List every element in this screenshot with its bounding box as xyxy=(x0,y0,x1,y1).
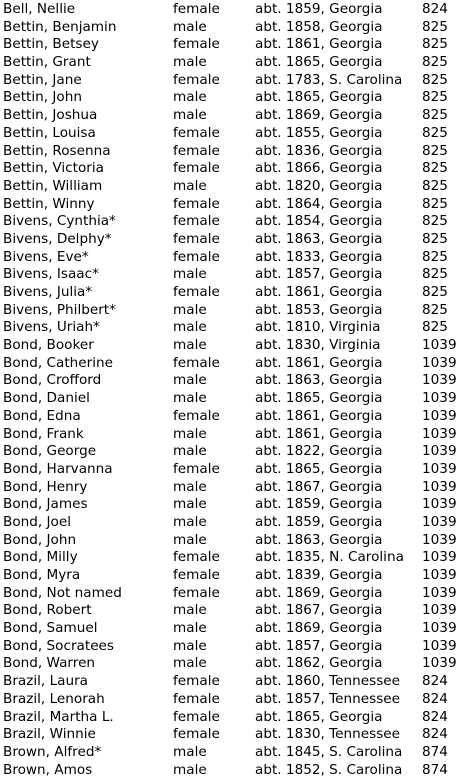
page-number: 1039 xyxy=(422,425,457,442)
person-name: Bond, Warren xyxy=(3,655,96,672)
page-number: 825 xyxy=(422,160,448,177)
page-number: 825 xyxy=(422,107,448,124)
record-row xyxy=(3,479,472,497)
person-name: Bettin, Rosenna xyxy=(3,142,111,159)
person-name: Bettin, Louisa xyxy=(3,124,96,141)
person-sex: female xyxy=(173,690,220,707)
person-name: Bivens, Julia* xyxy=(3,284,93,300)
record-row xyxy=(3,54,472,72)
person-sex: male xyxy=(173,301,207,318)
page-number: 824 xyxy=(422,690,448,707)
person-name: Bettin, Betsey xyxy=(3,36,99,53)
page-number: 825 xyxy=(422,266,448,283)
page-number: 1039 xyxy=(422,567,457,583)
person-birth: abt. 1859, Georgia xyxy=(255,496,383,513)
person-birth: abt. 1836, Georgia xyxy=(255,142,383,159)
record-row xyxy=(3,602,472,620)
page-number: 1039 xyxy=(422,549,457,566)
page-number: 1039 xyxy=(422,354,457,371)
person-birth: abt. 1859, Georgia xyxy=(255,1,383,17)
person-sex: female xyxy=(173,726,220,743)
person-name: Bond, Harvanna xyxy=(3,460,113,477)
person-birth: abt. 1783, S. Carolina xyxy=(255,71,403,88)
page-number: 1039 xyxy=(422,513,457,530)
person-name: Bivens, Philbert* xyxy=(3,301,116,318)
record-row xyxy=(3,726,472,744)
person-name: Bettin, Grant xyxy=(3,54,91,71)
person-birth: abt. 1845, S. Carolina xyxy=(255,743,403,760)
person-name: Brazil, Martha L. xyxy=(3,708,114,725)
person-birth: abt. 1855, Georgia xyxy=(255,124,383,141)
page-number: 1039 xyxy=(422,584,457,601)
person-sex: male xyxy=(173,761,207,778)
person-birth: abt. 1820, Georgia xyxy=(255,177,383,194)
record-row xyxy=(3,585,472,603)
person-name: Bond, Socratees xyxy=(3,637,115,654)
person-sex: female xyxy=(173,248,220,265)
record-row xyxy=(3,638,472,656)
person-sex: male xyxy=(173,54,207,71)
page-number: 1039 xyxy=(422,390,457,407)
person-name: Bettin, Benjamin xyxy=(3,18,117,35)
page-number: 825 xyxy=(422,89,448,106)
person-name: Bivens, Isaac* xyxy=(3,266,99,283)
page-number: 825 xyxy=(422,195,448,212)
person-birth: abt. 1865, Georgia xyxy=(255,460,383,477)
person-sex: female xyxy=(173,460,220,477)
person-birth: abt. 1865, Georgia xyxy=(255,89,383,106)
person-sex: female xyxy=(173,549,220,566)
record-row xyxy=(3,337,472,355)
page-number: 874 xyxy=(422,761,448,778)
record-row xyxy=(3,72,472,90)
page-number: 825 xyxy=(422,301,448,318)
person-name: Bettin, Jane xyxy=(3,71,82,88)
person-name: Brown, Amos xyxy=(3,761,93,778)
record-row xyxy=(3,125,472,143)
person-name: Bettin, William xyxy=(3,177,103,194)
record-row xyxy=(3,514,472,532)
person-name: Bond, James xyxy=(3,496,88,513)
person-sex: female xyxy=(173,708,220,725)
person-birth: abt. 1861, Georgia xyxy=(255,36,383,53)
person-birth: abt. 1857, Georgia xyxy=(255,266,383,283)
person-name: Bond, Myra xyxy=(3,567,81,583)
person-sex: male xyxy=(173,531,207,548)
person-birth: abt. 1865, Georgia xyxy=(255,708,383,725)
page-number: 825 xyxy=(422,54,448,71)
person-name: Bell, Nellie xyxy=(3,1,76,17)
person-sex: male xyxy=(173,496,207,513)
record-row xyxy=(3,744,472,762)
person-sex: male xyxy=(173,107,207,124)
person-name: Bond, George xyxy=(3,443,97,460)
person-name: Brazil, Laura xyxy=(3,673,89,690)
record-row xyxy=(3,196,472,214)
person-name: Bond, Catherine xyxy=(3,354,114,371)
person-sex: male xyxy=(173,513,207,530)
person-sex: female xyxy=(173,354,220,371)
person-name: Bond, Daniel xyxy=(3,390,90,407)
record-row xyxy=(3,213,472,231)
person-name: Brazil, Winnie xyxy=(3,726,96,743)
record-row xyxy=(3,567,472,585)
person-sex: female xyxy=(173,195,220,212)
person-name: Bond, Henry xyxy=(3,478,88,495)
record-row xyxy=(3,691,472,709)
person-birth: abt. 1861, Georgia xyxy=(255,354,383,371)
record-row xyxy=(3,549,472,567)
page-number: 825 xyxy=(422,142,448,159)
page-number: 825 xyxy=(422,177,448,194)
person-sex: female xyxy=(173,36,220,53)
page-number: 825 xyxy=(422,36,448,53)
person-sex: male xyxy=(173,89,207,106)
page-number: 874 xyxy=(422,743,448,760)
page-number: 824 xyxy=(422,726,448,743)
census-record-list xyxy=(3,1,472,779)
person-birth: abt. 1854, Georgia xyxy=(255,213,383,230)
person-name: Bivens, Cynthia* xyxy=(3,213,116,230)
record-row xyxy=(3,107,472,125)
page-number: 825 xyxy=(422,248,448,265)
person-birth: abt. 1839, Georgia xyxy=(255,567,383,583)
person-birth: abt. 1863, Georgia xyxy=(255,230,383,247)
person-birth: abt. 1869, Georgia xyxy=(255,584,383,601)
record-row xyxy=(3,762,472,779)
person-name: Bond, Milly xyxy=(3,549,78,566)
person-name: Bivens, Uriah* xyxy=(3,319,100,336)
record-row xyxy=(3,709,472,727)
person-birth: abt. 1822, Georgia xyxy=(255,443,383,460)
person-sex: female xyxy=(173,1,220,17)
person-birth: abt. 1830, Tennessee xyxy=(255,726,401,743)
page-number: 1039 xyxy=(422,602,457,619)
page-number: 1039 xyxy=(422,655,457,672)
person-sex: male xyxy=(173,390,207,407)
record-row xyxy=(3,160,472,178)
record-row xyxy=(3,231,472,249)
person-name: Bond, Joel xyxy=(3,513,71,530)
person-birth: abt. 1833, Georgia xyxy=(255,248,383,265)
record-row xyxy=(3,249,472,267)
record-row xyxy=(3,1,472,19)
person-sex: female xyxy=(173,142,220,159)
person-sex: male xyxy=(173,655,207,672)
person-sex: female xyxy=(173,213,220,230)
page-number: 1039 xyxy=(422,460,457,477)
person-birth: abt. 1861, Georgia xyxy=(255,284,383,300)
person-birth: abt. 1863, Georgia xyxy=(255,372,383,389)
person-name: Bond, Crofford xyxy=(3,372,102,389)
record-row xyxy=(3,319,472,337)
person-birth: abt. 1864, Georgia xyxy=(255,195,383,212)
person-sex: female xyxy=(173,567,220,583)
page-number: 825 xyxy=(422,124,448,141)
person-sex: female xyxy=(173,673,220,690)
person-sex: male xyxy=(173,337,207,354)
person-sex: male xyxy=(173,372,207,389)
person-sex: male xyxy=(173,478,207,495)
person-birth: abt. 1867, Georgia xyxy=(255,602,383,619)
page-number: 1039 xyxy=(422,531,457,548)
record-row xyxy=(3,620,472,638)
page-number: 825 xyxy=(422,319,448,336)
page-number: 1039 xyxy=(422,337,457,354)
person-sex: female xyxy=(173,124,220,141)
person-name: Bettin, John xyxy=(3,89,82,106)
page-number: 1039 xyxy=(422,496,457,513)
record-row xyxy=(3,302,472,320)
record-row xyxy=(3,496,472,514)
page-number: 1039 xyxy=(422,443,457,460)
person-sex: female xyxy=(173,284,220,300)
record-row xyxy=(3,372,472,390)
person-birth: abt. 1861, Georgia xyxy=(255,407,383,424)
person-birth: abt. 1810, Virginia xyxy=(255,319,381,336)
person-sex: female xyxy=(173,584,220,601)
person-name: Bettin, Winny xyxy=(3,195,95,212)
record-row xyxy=(3,532,472,550)
person-birth: abt. 1858, Georgia xyxy=(255,18,383,35)
person-birth: abt. 1867, Georgia xyxy=(255,478,383,495)
page-number: 824 xyxy=(422,673,448,690)
page-number: 824 xyxy=(422,708,448,725)
person-sex: female xyxy=(173,407,220,424)
person-sex: male xyxy=(173,177,207,194)
person-name: Bond, Not named xyxy=(3,584,122,601)
record-row xyxy=(3,390,472,408)
person-sex: male xyxy=(173,18,207,35)
person-birth: abt. 1860, Tennessee xyxy=(255,673,401,690)
person-sex: female xyxy=(173,160,220,177)
person-sex: male xyxy=(173,425,207,442)
person-birth: abt. 1865, Georgia xyxy=(255,390,383,407)
person-name: Bond, John xyxy=(3,531,77,548)
person-name: Bivens, Delphy* xyxy=(3,230,112,247)
person-name: Bettin, Joshua xyxy=(3,107,98,124)
person-birth: abt. 1861, Georgia xyxy=(255,425,383,442)
person-name: Brown, Alfred* xyxy=(3,743,102,760)
record-row xyxy=(3,408,472,426)
person-name: Bivens, Eve* xyxy=(3,248,89,265)
page-number: 1039 xyxy=(422,620,457,637)
person-sex: male xyxy=(173,266,207,283)
record-row xyxy=(3,655,472,673)
person-name: Bond, Robert xyxy=(3,602,92,619)
person-birth: abt. 1830, Virginia xyxy=(255,337,381,354)
record-row xyxy=(3,426,472,444)
person-sex: male xyxy=(173,743,207,760)
person-sex: male xyxy=(173,637,207,654)
page-number: 825 xyxy=(422,213,448,230)
person-birth: abt. 1866, Georgia xyxy=(255,160,383,177)
page-number: 1039 xyxy=(422,478,457,495)
record-row xyxy=(3,355,472,373)
record-row xyxy=(3,143,472,161)
page-number: 824 xyxy=(422,1,448,17)
person-sex: male xyxy=(173,443,207,460)
person-birth: abt. 1835, N. Carolina xyxy=(255,549,404,566)
person-birth: abt. 1857, Georgia xyxy=(255,637,383,654)
person-sex: male xyxy=(173,620,207,637)
person-birth: abt. 1852, S. Carolina xyxy=(255,761,403,778)
record-row xyxy=(3,443,472,461)
person-sex: female xyxy=(173,71,220,88)
person-birth: abt. 1859, Georgia xyxy=(255,513,383,530)
record-row xyxy=(3,19,472,37)
record-row xyxy=(3,178,472,196)
page-number: 825 xyxy=(422,230,448,247)
person-name: Bond, Frank xyxy=(3,425,84,442)
person-name: Bond, Booker xyxy=(3,337,94,354)
record-row xyxy=(3,36,472,54)
person-sex: male xyxy=(173,602,207,619)
person-name: Bond, Edna xyxy=(3,407,81,424)
person-birth: abt. 1862, Georgia xyxy=(255,655,383,672)
person-sex: male xyxy=(173,319,207,336)
person-birth: abt. 1869, Georgia xyxy=(255,107,383,124)
person-birth: abt. 1863, Georgia xyxy=(255,531,383,548)
person-name: Bettin, Victoria xyxy=(3,160,104,177)
record-row xyxy=(3,284,472,302)
page-number: 825 xyxy=(422,18,448,35)
person-sex: female xyxy=(173,230,220,247)
person-birth: abt. 1857, Tennessee xyxy=(255,690,401,707)
person-birth: abt. 1869, Georgia xyxy=(255,620,383,637)
record-row xyxy=(3,89,472,107)
page-number: 825 xyxy=(422,71,448,88)
person-name: Brazil, Lenorah xyxy=(3,690,105,707)
person-birth: abt. 1853, Georgia xyxy=(255,301,383,318)
record-row xyxy=(3,266,472,284)
record-row xyxy=(3,461,472,479)
page-number: 1039 xyxy=(422,407,457,424)
record-row xyxy=(3,673,472,691)
page-number: 1039 xyxy=(422,372,457,389)
page-number: 825 xyxy=(422,284,448,300)
person-name: Bond, Samuel xyxy=(3,620,98,637)
page-number: 1039 xyxy=(422,637,457,654)
person-birth: abt. 1865, Georgia xyxy=(255,54,383,71)
